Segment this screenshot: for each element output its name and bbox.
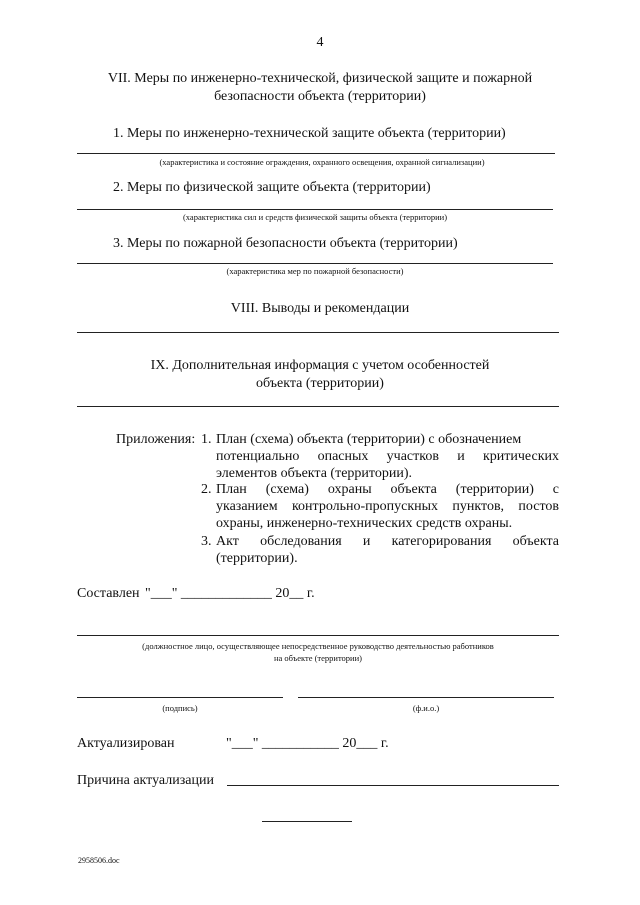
footer-filename: 2958506.doc: [78, 856, 120, 865]
name-caption: (ф.и.о.): [412, 703, 440, 713]
name-line: [298, 697, 554, 698]
compiled-caption-line2: на объекте (территории): [273, 653, 362, 663]
attachments-label: Приложения:: [116, 432, 196, 447]
attachment-1-line1: План (схема) объекта (территории) с обозначением: [216, 432, 522, 447]
end-separator: [262, 821, 352, 822]
blank-line-item1: [77, 153, 555, 154]
section7-title-line2: безопасности объекта (территории): [214, 89, 426, 104]
section9-title-line1: IX. Дополнительная информация с учетом особенностей: [150, 358, 490, 373]
update-reason-line: [227, 785, 559, 786]
caption-item2: (характеристика сил и средств физической защиты объекта (территории): [182, 212, 448, 222]
section7-title-line1: VII. Меры по инженерно-технической, физической защите и пожарной: [107, 71, 533, 86]
blank-line-compiled-position: [77, 635, 559, 636]
attachment-1-line2: потенциально опасных участков и критических: [216, 449, 559, 464]
caption-item3: (характеристика мер по пожарной безопасности): [226, 266, 404, 276]
attachment-3-line2: (территории).: [216, 551, 298, 566]
section9-title-line2: объекта (территории): [256, 376, 384, 391]
blank-line-section9: [77, 406, 559, 407]
update-reason-label: Причина актуализации: [77, 773, 214, 788]
signature-line: [77, 697, 283, 698]
attachment-1-number: 1.: [201, 432, 212, 447]
blank-line-item2: [77, 209, 553, 210]
blank-line-section8: [77, 332, 559, 333]
caption-item1: (характеристика и состояние ограждения, охранного освещения, охранной сигнализации): [159, 157, 485, 167]
blank-line-item3: [77, 263, 553, 264]
updated-date: "___" ___________ 20___ г.: [226, 736, 389, 751]
attachment-3-number: 3.: [201, 534, 212, 549]
compiled-label: Составлен: [77, 586, 140, 601]
attachment-2-line2: указанием контрольно-пропускных пунктов, постов: [216, 499, 559, 514]
attachment-3-line1: Акт обследования и категорирования объекта: [216, 534, 559, 549]
section8-title: VIII. Выводы и рекомендации: [230, 301, 410, 316]
section7-item2: 2. Меры по физической защите объекта (территории): [113, 180, 431, 195]
compiled-caption-line1: (должностное лицо, осуществляющее непосредственное руководство деятельностью работников: [142, 641, 494, 651]
attachment-2-line1: План (схема) охраны объекта (территории) с: [216, 482, 559, 497]
attachment-1-line3: элементов объекта (территории).: [216, 466, 412, 481]
section7-item1: 1. Меры по инженерно-технической защите объекта (территории): [113, 126, 506, 141]
signature-caption: (подпись): [162, 703, 198, 713]
updated-label: Актуализирован: [77, 736, 175, 751]
compiled-date: "___" _____________ 20__ г.: [145, 586, 315, 601]
page-number: 4: [316, 35, 324, 50]
section7-item3: 3. Меры по пожарной безопасности объекта (территории): [113, 236, 458, 251]
attachment-2-number: 2.: [201, 482, 212, 497]
attachment-2-line3: охраны, инженерно-технических средств охраны.: [216, 516, 513, 531]
